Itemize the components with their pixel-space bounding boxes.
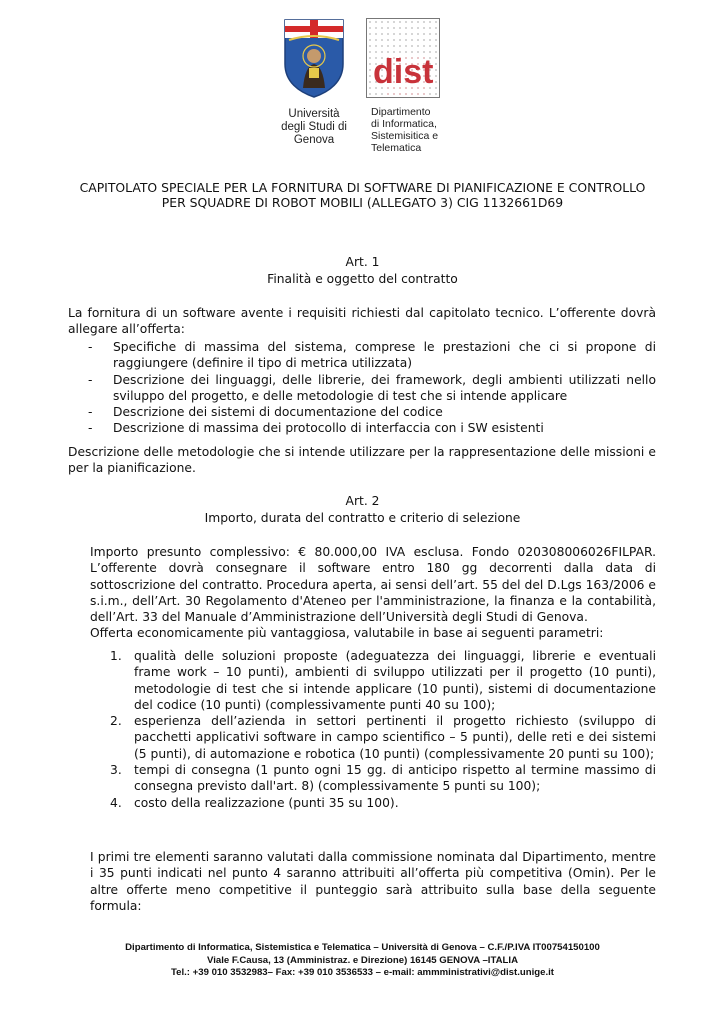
logo-dot (369, 45, 371, 47)
logo-dot (429, 21, 431, 23)
logo-dot (411, 45, 413, 47)
logo-dot (429, 39, 431, 41)
list-item-number: 1. (110, 649, 122, 663)
logo-dot (411, 27, 413, 29)
logo-dot (417, 21, 419, 23)
logo-dot (393, 33, 395, 35)
logo-dot (417, 27, 419, 29)
university-seal-icon (283, 18, 345, 98)
art1-outro: Descrizione delle metodologie che si intende utilizzare per la rappresentazione delle missioni e per la pianificazione. (68, 445, 656, 476)
title-line: CAPITOLATO SPECIALE PER LA FORNITURA DI SOFTWARE DI PIANIFICAZIONE E CONTROLLO (79, 180, 646, 195)
logo-dot (375, 27, 377, 29)
department-name-line: di Informatica, (371, 118, 437, 130)
logo-dot (399, 45, 401, 47)
department-name-line: Sistemisitica e (371, 130, 439, 142)
logo-dot (423, 93, 425, 95)
art2-body-text: Importo presunto complessivo: € 80.000,00 IVA esclusa. Fondo 020308006026FILPAR. L’offerente dovrà consegnare il software entro 180 gg decorrenti dalla data di sottoscrizione del contratto. Procedura aperta, ai sensi dell’art. 55 del del D.Lgs 163/2006 e s.i.m., dell’Art. 30 Regolamento d'Ateneo per l'amministrazione, la finanza e la contabilità, dell’Art. 33 del Manuale d’Amministrazione dell’Università degli Studi di Genova. (90, 545, 656, 625)
logo-dot (369, 63, 371, 65)
university-logo (279, 18, 349, 147)
logo-dot (387, 27, 389, 29)
list-item (110, 795, 656, 811)
logo-dot (393, 27, 395, 29)
logo-dot (405, 39, 407, 41)
list-item-text: qualità delle soluzioni proposte (adeguatezza dei linguaggi, librerie e eventuali frame work – 10 punti), ambienti di sviluppo utilizzati per il progetto (10 punti), metodologie di test che si intende applicare (10 punti), sistemi di documentazione del codice (10 punti) (complessivamente punti 40 su 100); (134, 649, 656, 712)
logo-dot (423, 39, 425, 41)
logo-dot (369, 33, 371, 35)
logo-dot (405, 93, 407, 95)
logo-dot (393, 45, 395, 47)
logo-dot (423, 33, 425, 35)
art2-criteria-list (110, 648, 656, 811)
list-item-text: Specifiche di massima del sistema, comprese le prestazioni che ci si propone di raggiungere (definire il tipo di metrica utilizzata) (113, 340, 656, 371)
list-item: - Specifiche di massima del sistema, comprese le prestazioni che ci si propone di raggiungere (definire il tipo di metrica utilizzata) (88, 340, 656, 371)
logo-dot (369, 87, 371, 89)
logo-dot (375, 39, 377, 41)
art1-heading-block (60, 254, 665, 287)
logo-dot (435, 27, 437, 29)
list-item-text: tempi di consegna (1 punto ogni 15 gg. di anticipo rispetto al termine massimo di consegna previsto dall'art. 8) (complessivamente 5 punti su 100); (134, 763, 656, 794)
logo-dot (405, 33, 407, 35)
list-item-text: Descrizione dei sistemi di documentazione del codice (113, 405, 443, 420)
list-item (110, 648, 656, 713)
university-name-line: Genova (293, 134, 335, 146)
list-item-number: 2. (110, 714, 122, 729)
list-item-text: Descrizione dei linguaggi, delle librerie, dei framework, degli ambienti utilizzati nello sviluppo del progetto, e delle metodologie di test che si intende applicare (113, 372, 656, 403)
document-title (60, 180, 665, 210)
department-name-line: Dipartimento (371, 106, 431, 118)
art2-subheading: Importo, durata del contratto e criterio di selezione (204, 510, 521, 525)
university-name-line: Università (288, 108, 340, 120)
list-item-number: 3. (110, 763, 122, 778)
list-item: - Descrizione dei linguaggi, delle librerie, dei framework, degli ambienti utilizzati nello sviluppo del progetto, e delle metodologie di test che si intende applicare (88, 372, 656, 403)
logo-dot (369, 57, 371, 59)
logo-dot (417, 33, 419, 35)
list-item (110, 762, 656, 795)
logo-dot (399, 27, 401, 29)
art2-heading-block (60, 493, 665, 526)
logo-dot (435, 33, 437, 35)
logo-dot (423, 45, 425, 47)
logo-dot (435, 93, 437, 95)
list-item-text: Descrizione di massima dei protocollo di interfaccia con i SW esistenti (113, 421, 544, 436)
logo-dot (387, 39, 389, 41)
art2-closing: I primi tre elementi saranno valutati dalla commissione nominata dal Dipartimento, mentre i 35 punti indicati nel punto 4 saranno attribuiti all’offerta più competitiva (Omin). Per le altre offerte meno competitive il punteggio sarà attribuito sulla base della seguente formula: (90, 850, 656, 913)
footer-line: Viale F.Causa, 13 (Amministraz. e Direzione) 16145 GENOVA –ITALIA (206, 954, 518, 966)
logo-dot (387, 93, 389, 95)
logo-dot (369, 21, 371, 23)
art2-heading: Art. 2 (345, 494, 380, 508)
logo-dot (405, 45, 407, 47)
logo-dot (369, 93, 371, 95)
logo-dot (435, 51, 437, 53)
title-line: PER SQUADRE DI ROBOT MOBILI (ALLEGATO 3) CIG 1132661D69 (161, 195, 564, 210)
logo-dot (423, 21, 425, 23)
list-item: - Descrizione di massima dei protocollo di interfaccia con i SW esistenti (88, 421, 544, 436)
footer-line: Dipartimento di Informatica, Sistemistica e Telematica – Università di Genova – C.F./P.IVA IT00754150100 (125, 942, 600, 953)
dist-logo-text: dist (373, 53, 434, 91)
logo-dot (393, 93, 395, 95)
logo-dot (429, 93, 431, 95)
logo-dot (411, 21, 413, 23)
logo-dot (411, 39, 413, 41)
university-name-line: degli Studi di (281, 121, 347, 133)
list-item-text: costo della realizzazione (punti 35 su 100). (134, 795, 399, 810)
logo-dot (399, 21, 401, 23)
logo-dot (417, 93, 419, 95)
logo-dot (369, 69, 371, 71)
logo-dot (381, 21, 383, 23)
logo-dot (411, 33, 413, 35)
logo-dot (369, 51, 371, 53)
dist-logo-icon (367, 19, 439, 97)
logo-dot (375, 21, 377, 23)
logo-dot (387, 21, 389, 23)
logo-dot (369, 39, 371, 41)
logo-dot (435, 75, 437, 77)
logo-dot (375, 33, 377, 35)
logo-dot (435, 69, 437, 71)
logo-dot (435, 45, 437, 47)
logo-dot (405, 21, 407, 23)
department-logo (366, 18, 446, 154)
logo-dot (435, 21, 437, 23)
logo-dot (369, 75, 371, 77)
logo-dot (405, 27, 407, 29)
art2-criteria-intro: Offerta economicamente più vantaggiosa, valutabile in base ai seguenti parametri: (90, 626, 604, 641)
logo-dot (381, 45, 383, 47)
logo-dot (375, 45, 377, 47)
list-item: - Descrizione dei sistemi di documentazione del codice (88, 405, 443, 420)
logo-dot (429, 45, 431, 47)
art1-heading: Art. 1 (345, 255, 380, 269)
art1-requirements-list (88, 339, 656, 437)
logo-dot (387, 33, 389, 35)
art2-body (90, 544, 656, 642)
list-item-number: 4. (110, 795, 122, 810)
logo-dot (375, 93, 377, 95)
logo-dot (411, 93, 413, 95)
logo-dot (399, 93, 401, 95)
logo-dot (429, 33, 431, 35)
logo-dot (399, 33, 401, 35)
list-item (110, 713, 656, 762)
logo-dot (369, 81, 371, 83)
art1-subheading: Finalità e oggetto del contratto (267, 271, 458, 286)
logo-dot (435, 63, 437, 65)
logo-dot (435, 81, 437, 83)
logo-dot (399, 39, 401, 41)
department-name-line: Telematica (371, 142, 422, 154)
logo-dot (423, 27, 425, 29)
logo-dot (393, 39, 395, 41)
logo-dot (429, 27, 431, 29)
logo-dot (417, 39, 419, 41)
footer-line: Tel.: +39 010 3532983– Fax: +39 010 3536533 – e-mail: ammministrativi@dist.unige.it (170, 967, 554, 978)
logo-dot (381, 39, 383, 41)
logo-dot (381, 33, 383, 35)
logo-dot (369, 27, 371, 29)
logo-dot (417, 45, 419, 47)
logo-dot (387, 45, 389, 47)
logo-dot (435, 87, 437, 89)
logo-dot (435, 57, 437, 59)
art1-intro: La fornitura di un software avente i requisiti richiesti dal capitolato tecnico. L’offerente dovrà allegare all’offerta: (68, 306, 656, 337)
page-footer (40, 942, 685, 980)
logo-dot (435, 39, 437, 41)
logo-dot (381, 93, 383, 95)
list-item-text: esperienza dell’azienda in settori pertinenti il progetto richiesto (sviluppo di pacchetti applicativi software in campo scientifico – 5 punti), delle reti e dei sistemi (5 punti), di automazione e robotica (10 punti) (complessivamente 20 punti su 100); (134, 714, 656, 761)
logo-dot (393, 21, 395, 23)
logo-dot (381, 27, 383, 29)
